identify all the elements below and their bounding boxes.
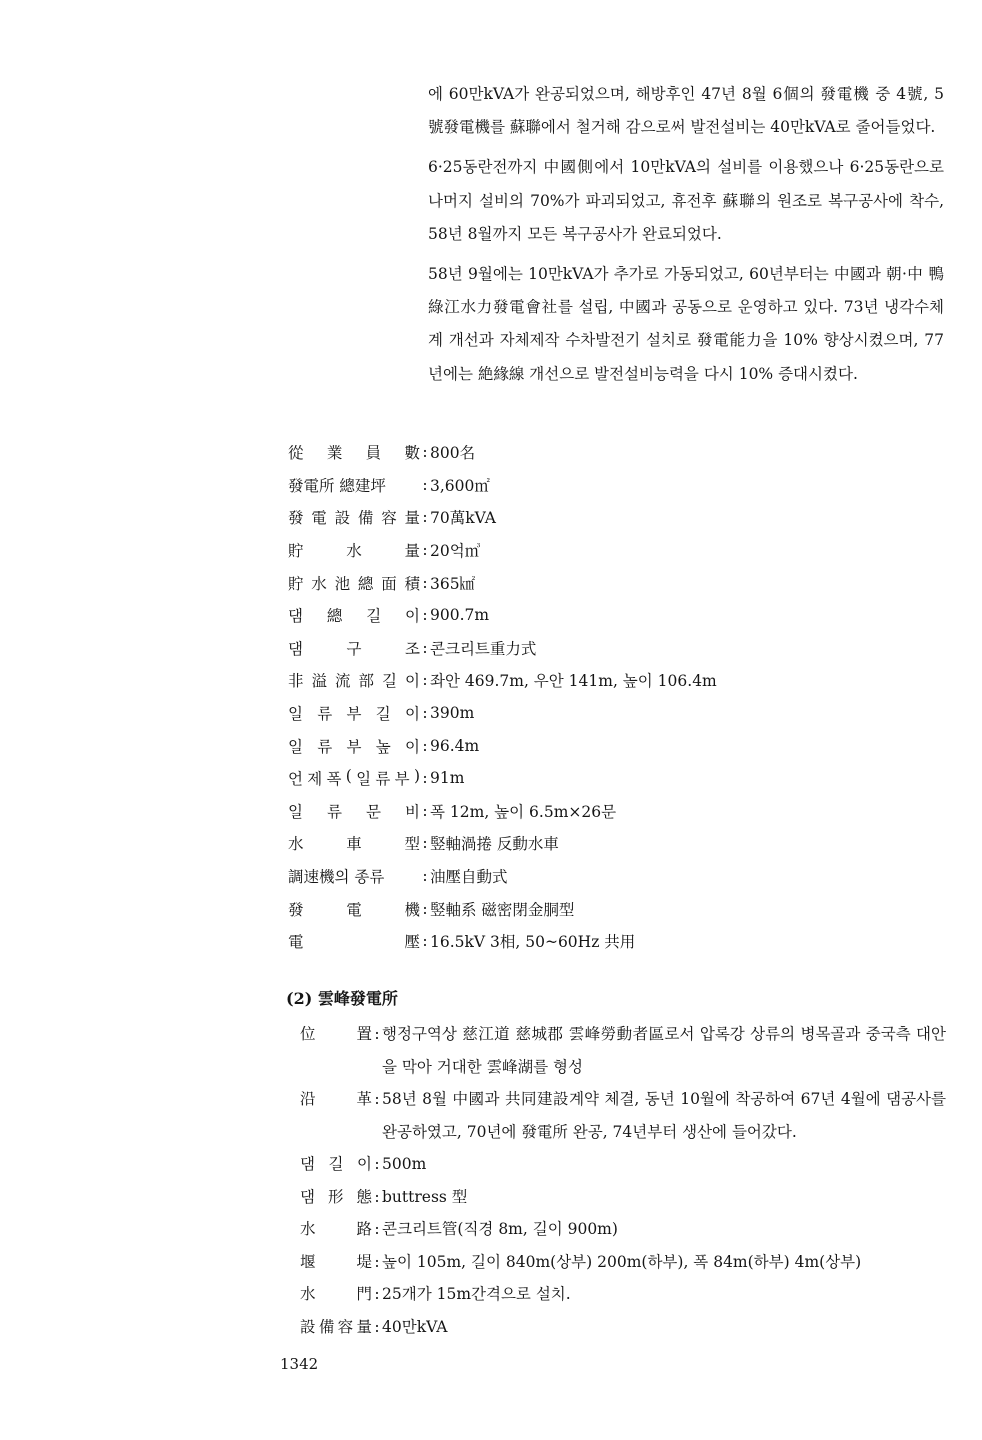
spec-value: 70萬kVA bbox=[430, 509, 496, 528]
spec-value: 油壓自動式 bbox=[430, 868, 508, 887]
spec-label: 設 備 容 量 bbox=[300, 1317, 372, 1336]
spec-value: 竪軸系 磁密閉金胴型 bbox=[430, 900, 575, 919]
spec-row bbox=[288, 599, 717, 632]
spec-row bbox=[288, 827, 717, 860]
spec-label: 댐 總 길 이 bbox=[288, 607, 420, 626]
spec-row bbox=[300, 1083, 946, 1148]
spec-value: 높이 105m, 길이 840m(상부) 200m(하부), 폭 84m(하부) 4m(상부) bbox=[382, 1252, 862, 1271]
spec-row bbox=[288, 795, 717, 828]
spec-label: 일 류 문 비 bbox=[288, 802, 420, 821]
spec-row bbox=[300, 1018, 946, 1083]
spec-row bbox=[288, 469, 717, 502]
spec-row bbox=[300, 1278, 946, 1311]
spec-value: 500m bbox=[382, 1155, 427, 1173]
section2-list bbox=[300, 1018, 946, 1343]
intro-paragraph: 58년 9월에는 10만kVA가 추가로 가동되었고, 60년부터는 中國과 朝·中 鴨綠江水力發電會社를 설립, 中國과 공동으로 운영하고 있다. 73년 냉각수체계 개선과 자체제작 수차발전기 설치로 發電能力을 10% 향상시켰으며, 77년에는 絶緣線 개선으로 발전설비능력을 다시 10% 증대시켰다. bbox=[428, 265, 944, 383]
spec-label: 沿 革 bbox=[300, 1090, 372, 1108]
colon: : bbox=[374, 1090, 380, 1108]
colon: : bbox=[374, 1317, 380, 1336]
spec-value: 25개가 15m간격으로 설치. bbox=[382, 1285, 571, 1303]
spec-row bbox=[288, 501, 717, 534]
spec-value: buttress 型 bbox=[382, 1187, 468, 1206]
spec-row bbox=[288, 729, 717, 762]
colon: : bbox=[374, 1187, 380, 1206]
spec-label: 發 電 設 備 容 量 bbox=[288, 509, 420, 528]
spec-row bbox=[300, 1246, 946, 1279]
spec-row bbox=[288, 925, 717, 958]
spec-label: 發 電 機 bbox=[288, 900, 420, 919]
intro-paragraph: 에 60만kVA가 완공되었으며, 해방후인 47년 8월 6個의 發電機 중 4號, 5號發電機를 蘇聯에서 철거해 감으로써 발전설비는 40만kVA로 줄어들었다. bbox=[428, 85, 944, 137]
colon: : bbox=[422, 573, 428, 592]
spec-label: 電 壓 bbox=[288, 933, 420, 952]
spec-row bbox=[300, 1311, 946, 1344]
spec-row bbox=[300, 1213, 946, 1246]
spec-label: 댐 구 조 bbox=[288, 639, 420, 658]
colon: : bbox=[422, 475, 428, 494]
colon: : bbox=[422, 769, 428, 788]
spec-value: 콘크리트管(직경 8m, 길이 900m) bbox=[382, 1220, 618, 1238]
spec-row bbox=[288, 566, 717, 599]
spec-row bbox=[288, 436, 717, 469]
intro-text bbox=[428, 78, 944, 398]
spec-row bbox=[288, 632, 717, 665]
colon: : bbox=[422, 834, 428, 853]
colon: : bbox=[374, 1252, 380, 1271]
colon: : bbox=[422, 899, 428, 918]
colon: : bbox=[422, 638, 428, 657]
spec-value: 40만kVA bbox=[382, 1317, 448, 1336]
page-number: 1342 bbox=[280, 1355, 319, 1373]
spec-row bbox=[288, 534, 717, 567]
spec-label: 從 業 員 數 bbox=[288, 444, 420, 463]
spec-value: 800名 bbox=[430, 444, 476, 463]
spec-label: 堰 堤 bbox=[300, 1252, 372, 1271]
spec-label: 貯 水 池 總 面 積 bbox=[288, 574, 420, 593]
intro-paragraph: 6·25동란전까지 中國側에서 10만kVA의 설비를 이용했으나 6·25동란으로 나머지 설비의 70%가 파괴되었고, 휴전후 蘇聯의 원조로 복구공사에 착수, 58년 8월까지 모든 복구공사가 완료되었다. bbox=[428, 158, 944, 243]
spec-value: 96.4m bbox=[430, 736, 480, 755]
spec-value: 20억㎥ bbox=[430, 542, 481, 561]
colon: : bbox=[422, 932, 428, 951]
colon: : bbox=[422, 801, 428, 820]
colon: : bbox=[422, 606, 428, 625]
spec-value: 竪軸渦捲 反動水車 bbox=[430, 835, 559, 854]
spec-label: 水 路 bbox=[300, 1220, 372, 1238]
spec-row bbox=[288, 860, 717, 893]
spec-label: 일 류 부 높 이 bbox=[288, 737, 420, 756]
colon: : bbox=[422, 704, 428, 723]
spec-label: 位 置 bbox=[300, 1025, 372, 1043]
spec-value: 행정구역상 慈江道 慈城郡 雲峰勞動者區로서 압록강 상류의 병목골과 중국측 대안을 막아 거대한 雲峰湖를 형성 bbox=[382, 1025, 946, 1076]
spec-list bbox=[288, 436, 717, 958]
spec-row bbox=[288, 664, 717, 697]
spec-value: 900.7m bbox=[430, 606, 490, 625]
spec-row bbox=[288, 892, 717, 925]
spec-label: 非 溢 流 部 길 이 bbox=[288, 672, 420, 691]
spec-label: 水 車 型 bbox=[288, 835, 420, 854]
colon: : bbox=[422, 508, 428, 527]
spec-row bbox=[288, 762, 717, 795]
spec-value: 폭 12m, 높이 6.5m×26문 bbox=[430, 802, 617, 821]
spec-row bbox=[300, 1148, 946, 1181]
spec-value: 58년 8월 中國과 共同建設계약 체결, 동년 10월에 착공하여 67년 4월에 댐공사를 완공하였고, 70년에 發電所 완공, 74년부터 생산에 들어갔다. bbox=[382, 1090, 946, 1141]
spec-label: 댐 길 이 bbox=[300, 1155, 372, 1173]
spec-value: 390m bbox=[430, 704, 475, 723]
spec-value: 91m bbox=[430, 769, 465, 788]
colon: : bbox=[374, 1220, 380, 1238]
colon: : bbox=[422, 736, 428, 755]
spec-label: 貯 水 量 bbox=[288, 542, 420, 561]
spec-label: 일 류 부 길 이 bbox=[288, 705, 420, 724]
spec-label: 언 제 폭 ( 일 류 부 ) bbox=[288, 767, 420, 789]
colon: : bbox=[422, 671, 428, 690]
colon: : bbox=[374, 1155, 380, 1173]
spec-row bbox=[300, 1181, 946, 1214]
colon: : bbox=[422, 541, 428, 560]
spec-value: 16.5kV 3相, 50~60Hz 共用 bbox=[430, 933, 636, 952]
spec-value: 좌안 469.7m, 우안 141m, 높이 106.4m bbox=[430, 672, 717, 691]
colon: : bbox=[422, 443, 428, 462]
colon: : bbox=[374, 1285, 380, 1303]
spec-label: 댐 形 態 bbox=[300, 1187, 372, 1206]
spec-label: 水 門 bbox=[300, 1285, 372, 1303]
colon: : bbox=[422, 867, 428, 886]
spec-label: 調速機의 종류 bbox=[288, 868, 385, 887]
spec-row bbox=[288, 697, 717, 730]
section-heading: (2) 雲峰發電所 bbox=[286, 989, 398, 1008]
spec-value: 365㎢ bbox=[430, 574, 476, 593]
spec-value: 콘크리트重力式 bbox=[430, 639, 537, 658]
spec-value: 3,600㎡ bbox=[430, 476, 490, 495]
spec-label: 發電所 總建坪 bbox=[288, 476, 386, 495]
colon: : bbox=[374, 1025, 380, 1043]
